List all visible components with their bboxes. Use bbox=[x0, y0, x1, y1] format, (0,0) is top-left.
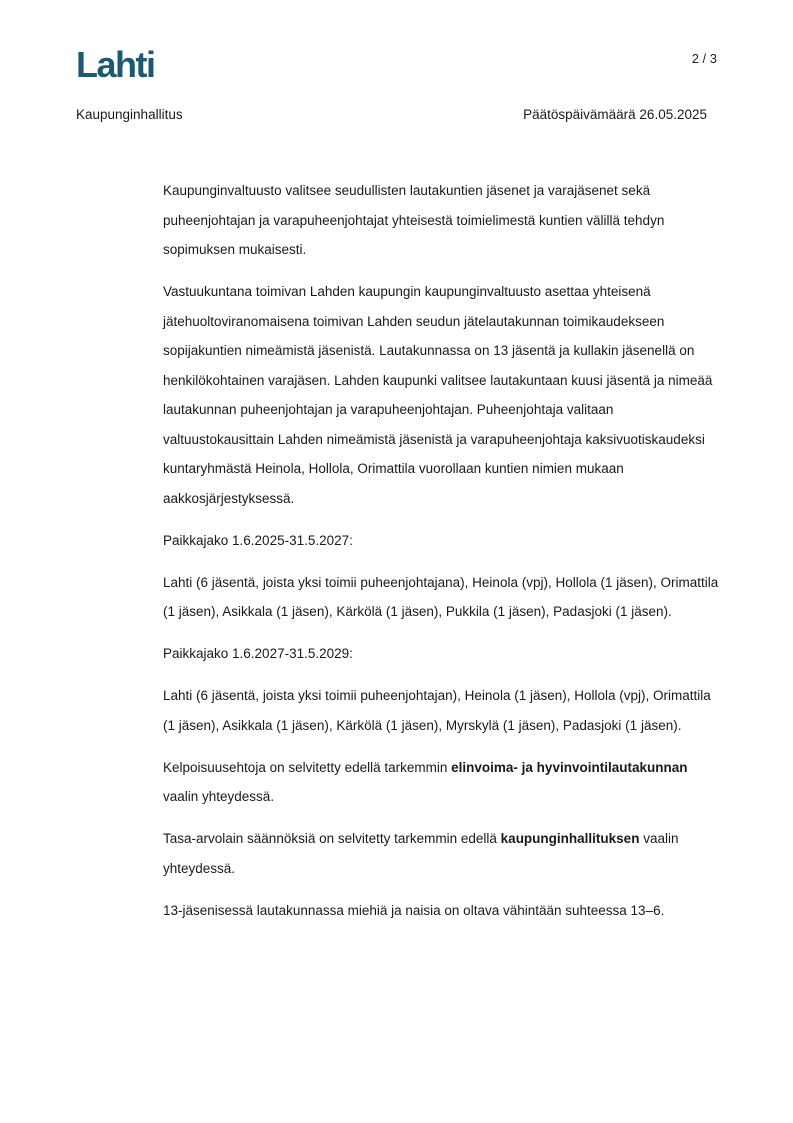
document-body bbox=[163, 176, 723, 938]
equality-text-after: vaalin yhteydessä. bbox=[163, 831, 679, 876]
paragraph-seat-allocation-2-heading: Paikkajako 1.6.2027-31.5.2029: bbox=[163, 646, 353, 661]
page-number: 2 / 3 bbox=[691, 51, 717, 66]
equality-text-before: Tasa-arvolain säännöksiä on selvitetty tarkemmin edellä bbox=[163, 831, 501, 846]
decision-date: Päätöspäivämäärä 26.05.2025 bbox=[523, 107, 707, 122]
eligibility-text-before: Kelpoisuusehtoja on selvitetty edellä tarkemmin bbox=[163, 759, 452, 775]
paragraph-equality-act bbox=[163, 824, 723, 883]
paragraph-election-intro: Kaupunginvaltuusto valitsee seudullisten lautakuntien jäsenet ja varajäsenet sekä puheenjohtajan ja varapuheenjohtajat yhteisestä toimielimestä kuntien välillä tehdyn sopimuksen mukaisesti. bbox=[163, 183, 665, 257]
paragraph-waste-board: Vastuukuntana toimivan Lahden kaupungin kaupunginvaltuusto asettaa yhteisenä jätehuoltoviranomaisena toimivan Lahden seudun jätelautakunnan toimikaudekseen sopijakuntien nimeämistä jäsenistä. Lautakunnassa on 13 jäsentä ja kullakin jäsenellä on henkilökohtainen varajäsen. Lahden kaupunki valitsee lautakuntaan kuusi jäsentä ja nimeää lautakunnan puheenjohtajan ja varapuheenjohtajan. Puheenjohtaja valitaan valtuustokausittain Lahden nimeämistä jäsenistä ja varapuheenjohtaja kaksivuotiskaudeksi kuntaryhmästä Heinola, Hollola, Orimattila vuorollaan kuntien nimien mukaan aakkosjärjestyksessä. bbox=[163, 284, 713, 506]
eligibility-board-name: elinvoima- ja hyvinvointilautakunnan bbox=[451, 759, 688, 775]
paragraph-seat-allocation-2: Lahti (6 jäsentä, joista yksi toimii puheenjohtajan), Heinola (1 jäsen), Hollola (vpj), Orimattila (1 jäsen), Asikkala (1 jäsen), Kärkölä (1 jäsen), Myrskylä (1 jäsen), Padasjoki (1 jäsen). bbox=[163, 688, 711, 733]
organization-name: Kaupunginhallitus bbox=[76, 107, 183, 122]
equality-board-name: kaupunginhallituksen bbox=[500, 831, 640, 846]
lahti-logo bbox=[76, 46, 168, 82]
paragraph-eligibility bbox=[163, 753, 723, 812]
logo-text: Lahti bbox=[76, 46, 155, 82]
paragraph-gender-ratio: 13-jäsenisessä lautakunnassa miehiä ja naisia on oltava vähintään suhteessa 13–6. bbox=[163, 902, 665, 918]
paragraph-seat-allocation-1-heading: Paikkajako 1.6.2025-31.5.2027: bbox=[163, 532, 353, 548]
eligibility-text-after: vaalin yhteydessä. bbox=[163, 789, 275, 804]
paragraph-seat-allocation-1: Lahti (6 jäsentä, joista yksi toimii puheenjohtajana), Heinola (vpj), Hollola (1 jäsen), Orimattila (1 jäsen), Asikkala (1 jäsen), Kärkölä (1 jäsen), Pukkila (1 jäsen), Padasjoki (1 jäsen). bbox=[163, 574, 719, 619]
